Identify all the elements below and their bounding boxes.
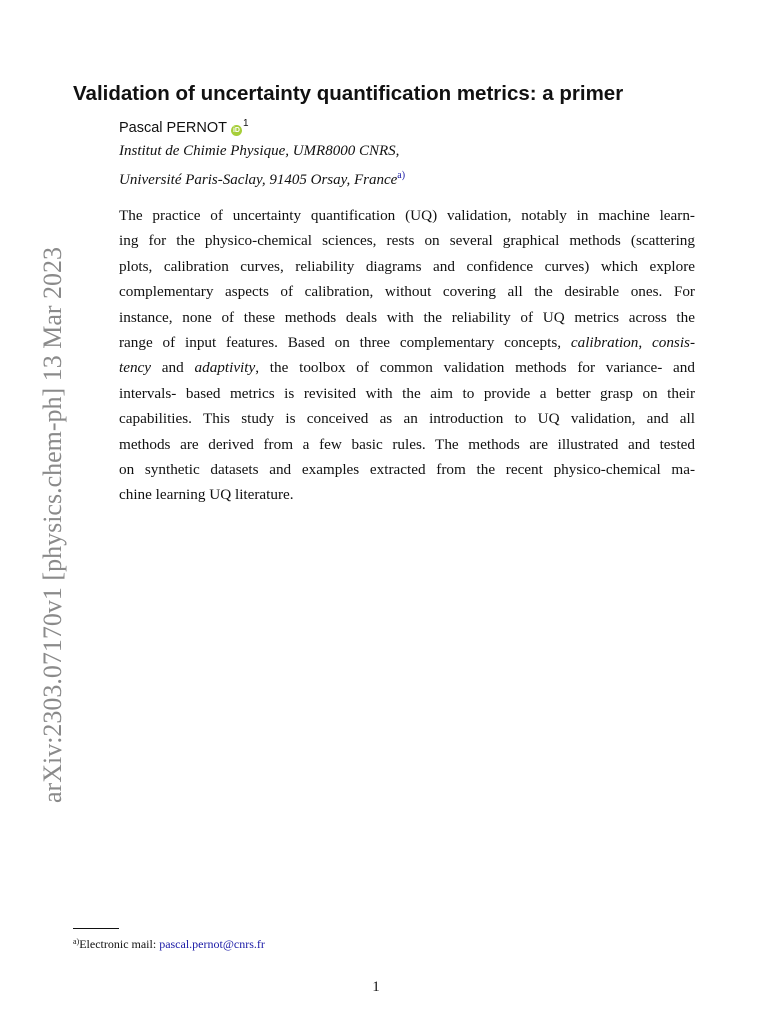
affiliation-line-1: Institut de Chimie Physique, UMR8000 CNRS, (119, 143, 400, 159)
footnote-rule (73, 928, 119, 929)
abstract-line: on synthetic datasets and examples extracted from the recent physico-chemical ma- (119, 460, 695, 478)
abstract-line-6-text: range of input features. Based on three complementary concepts, (119, 333, 562, 351)
author-line (119, 114, 249, 138)
affiliation-line-2 (119, 166, 405, 190)
arxiv-identifier-stamp: arXiv:2303.07170v1 [physics.chem-ph] 13 Mar 2023 (38, 246, 67, 803)
abstract-line: complementary aspects of calibration, without covering all the desirable ones. For (119, 283, 695, 301)
abstract-line: methods are derived from a few basic rules. The methods are illustrated and tested (119, 435, 695, 453)
affiliation-footnote-mark[interactable]: a) (397, 170, 406, 181)
author-name: Pascal PERNOT (119, 120, 227, 136)
abstract-line: intervals- based metrics is revisited with the aim to provide a better grasp on their (119, 384, 695, 402)
abstract-line (119, 355, 695, 380)
abstract-line: plots, calibration curves, reliability diagrams and confidence curves) which explore (119, 257, 695, 275)
affiliation-line-2-text: Université Paris-Saclay, 91405 Orsay, France (119, 172, 398, 188)
abstract-line (119, 330, 695, 355)
abstract-line: ing for the physico-chemical sciences, rests on several graphical methods (scattering (119, 232, 695, 250)
footnote-mark: a) (73, 937, 80, 946)
abstract-conjunction: and (151, 359, 195, 377)
abstract-separator: , (638, 333, 652, 351)
abstract-term-adaptivity: adaptivity (194, 359, 256, 377)
abstract-line: chine learning UQ literature. (119, 486, 294, 504)
email-link[interactable]: pascal.pernot@cnrs.fr (159, 937, 265, 951)
page-number: 1 (372, 979, 380, 995)
abstract-term-consistency-cont: tency (119, 359, 152, 377)
abstract-line: capabilities. This study is conceived as an introduction to UQ validation, and all (119, 410, 695, 428)
abstract-line: instance, none of these methods deals with the reliability of UQ metrics across the (119, 308, 695, 326)
orcid-icon[interactable]: iD (232, 127, 240, 134)
paper-title: Validation of uncertainty quantification metrics: a primer (73, 82, 624, 105)
abstract (119, 203, 695, 508)
abstract-line: The practice of uncertainty quantification (UQ) validation, notably in machine learn- (119, 207, 695, 224)
footnote-label: Electronic mail: (79, 937, 160, 951)
abstract-term-calibration: calibration (570, 333, 639, 351)
abstract-line-7-rest: , the toolbox of common validation methods for variance- and (255, 359, 695, 377)
footnote (73, 934, 265, 952)
abstract-term-consistency: consis- (651, 333, 696, 351)
author-affiliation-mark: 1 (242, 118, 249, 129)
